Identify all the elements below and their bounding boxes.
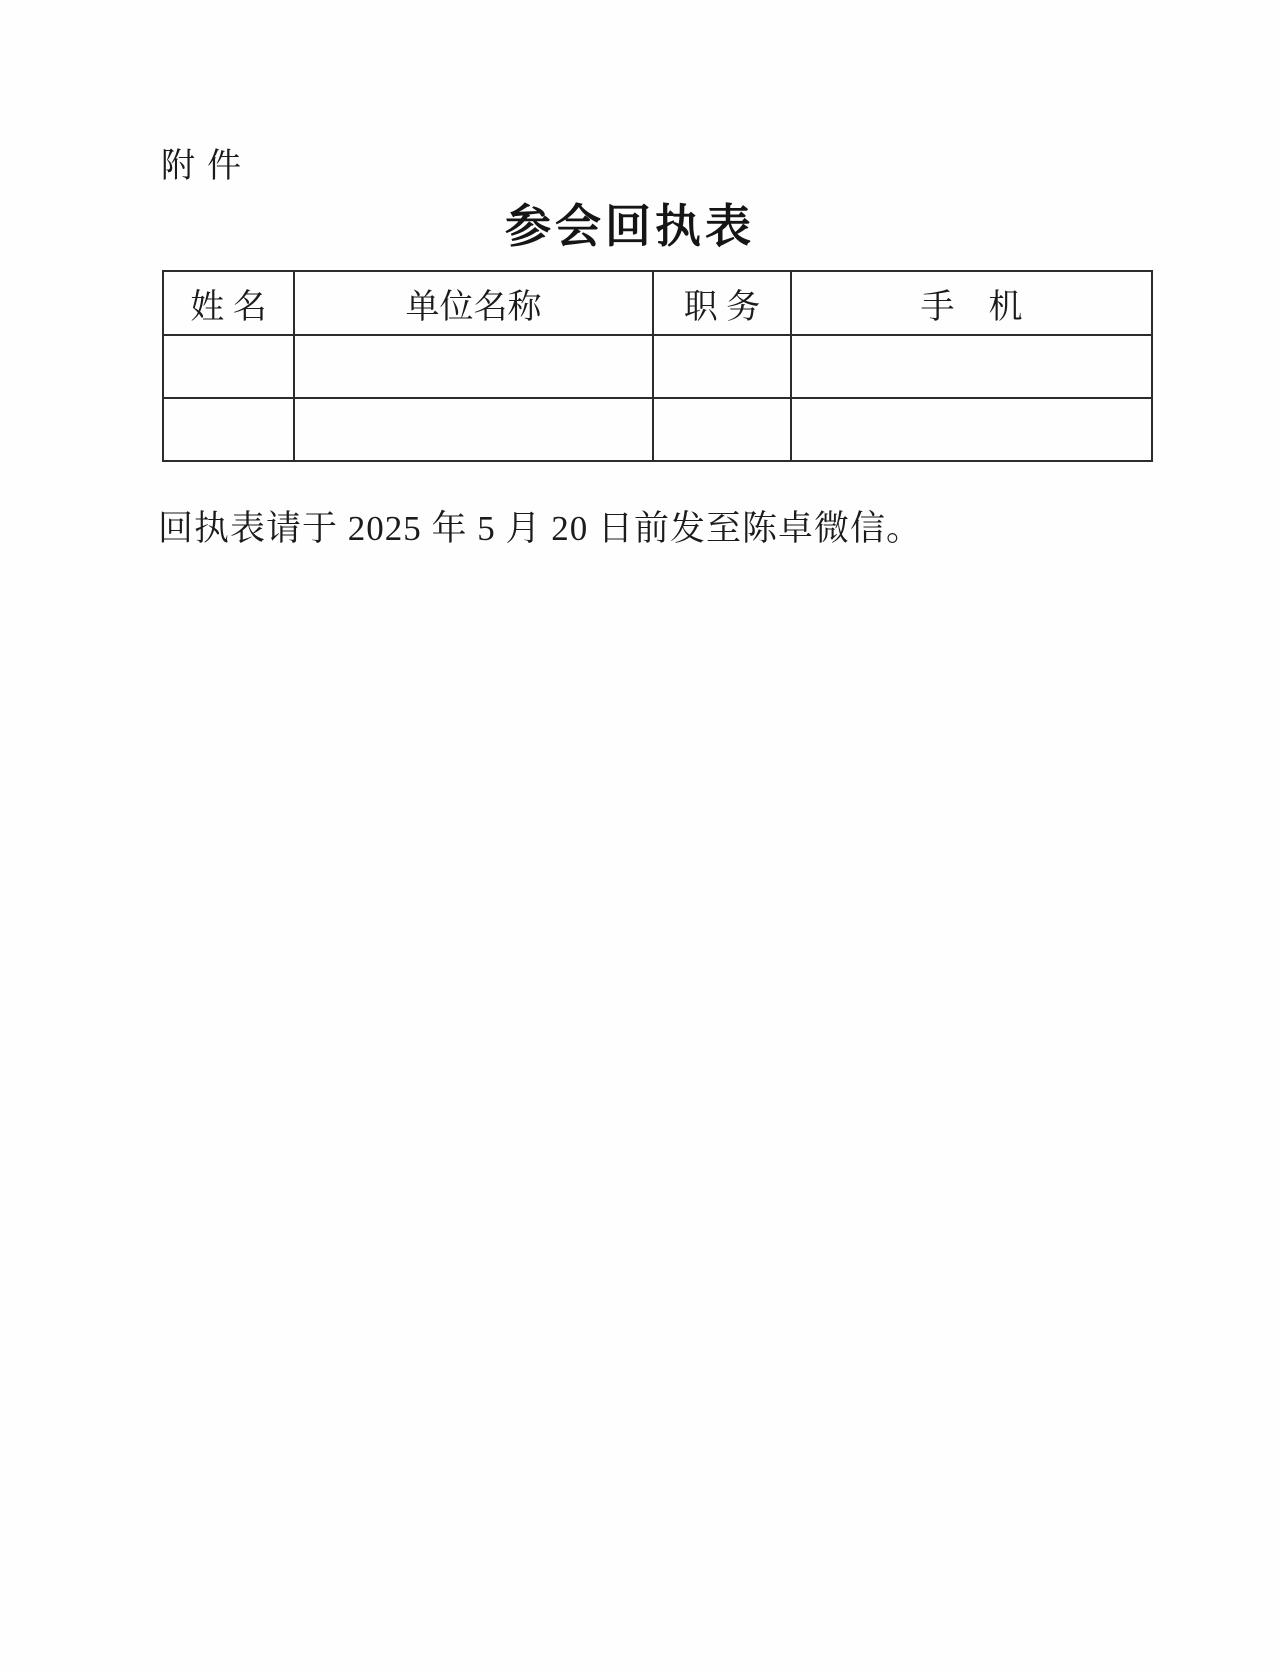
reply-table <box>162 270 1153 462</box>
cell-mobile <box>791 335 1152 398</box>
page-title: 参会回执表 <box>505 201 755 252</box>
cell-name <box>163 335 294 398</box>
cell-mobile <box>791 398 1152 461</box>
cell-organization <box>294 398 653 461</box>
deadline-note: 回执表请于 2025 年 5 月 20 日前发至陈卓微信。 <box>158 509 923 548</box>
table-row <box>163 335 1152 398</box>
table-row <box>163 398 1152 461</box>
cell-name <box>163 398 294 461</box>
cell-position <box>653 335 791 398</box>
header-position: 职 务 <box>653 271 791 335</box>
header-mobile: 手 机 <box>791 271 1152 335</box>
header-organization: 单位名称 <box>294 271 653 335</box>
cell-position <box>653 398 791 461</box>
attachment-label: 附件 <box>161 148 253 185</box>
header-name: 姓 名 <box>163 271 294 335</box>
table-header-row <box>163 271 1152 335</box>
cell-organization <box>294 335 653 398</box>
